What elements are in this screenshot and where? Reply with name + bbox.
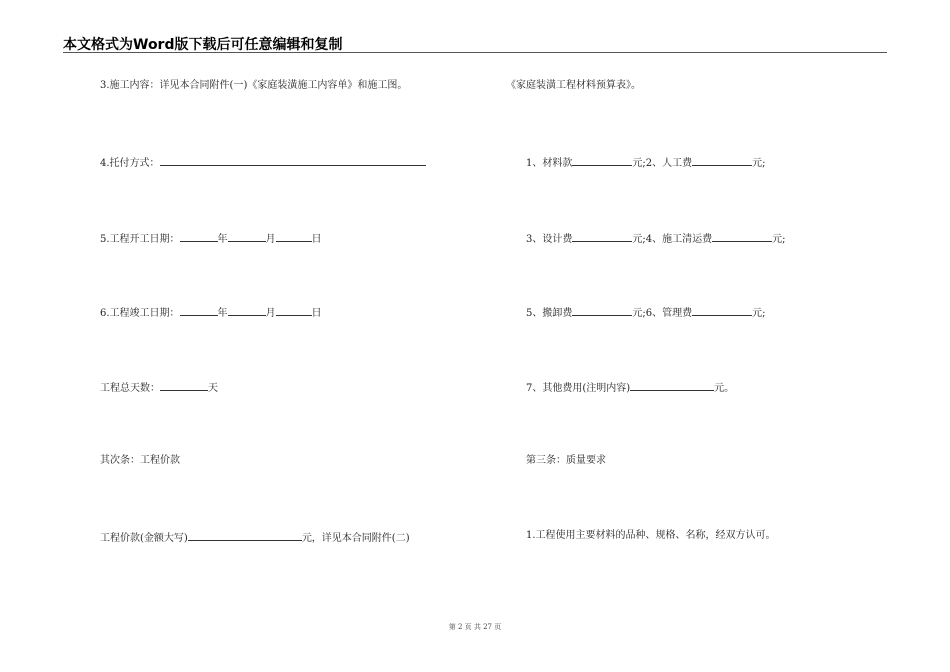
clause-end-date: [100, 305, 322, 320]
document-header-title: 本文格式为Word版下载后可任意编辑和复制: [63, 37, 343, 53]
moving-fee-label: 5、搬卸费: [526, 308, 573, 319]
cleanup-fee-blank[interactable]: [712, 231, 772, 242]
project-price-suffix: 元，详见本合同附件(二): [301, 533, 410, 544]
article-2-heading: 其次条：工程价款: [100, 455, 180, 466]
labor-fee-label: 元;2、人工费: [632, 158, 693, 169]
end-year-blank[interactable]: [180, 305, 218, 316]
end-day-blank[interactable]: [276, 305, 312, 316]
start-day-blank[interactable]: [276, 231, 312, 242]
design-fee-blank[interactable]: [572, 231, 632, 242]
fee-line-other: [526, 380, 734, 395]
design-fee-label: 3、设计费: [526, 234, 573, 245]
start-month-blank[interactable]: [228, 231, 266, 242]
end-month-blank[interactable]: [228, 305, 266, 316]
moving-fee-blank[interactable]: [572, 305, 632, 316]
payment-method-label: 4.托付方式：: [100, 158, 160, 169]
start-month-unit: 月: [265, 234, 276, 245]
clause-quality-materials: 1.工程使用主要材料的品种、规格、名称，经双方认可。: [526, 530, 776, 541]
end-year-unit: 年: [217, 308, 228, 319]
header-divider: [63, 52, 887, 53]
article-3-heading: 第三条：质量要求: [526, 455, 606, 466]
end-day-unit: 日: [311, 308, 322, 319]
cleanup-fee-unit: 元;: [772, 234, 786, 245]
start-day-unit: 日: [311, 234, 322, 245]
materials-fee-blank[interactable]: [572, 155, 632, 166]
management-fee-unit: 元;: [752, 308, 766, 319]
clause-start-date: [100, 231, 322, 246]
fee-line-design-cleanup: [526, 231, 785, 246]
start-year-unit: 年: [217, 234, 228, 245]
budget-table-reference: 《家庭装潢工程材料预算表》。: [506, 80, 641, 91]
other-fee-label: 7、其他费用(注明内容): [526, 383, 631, 394]
payment-method-blank[interactable]: [160, 155, 426, 166]
total-days-label: 工程总天数：: [100, 383, 160, 394]
page-number: 第 2 页 共 27 页: [448, 623, 502, 631]
materials-fee-label: 1、材料款: [526, 158, 573, 169]
management-fee-label: 元;6、管理费: [632, 308, 693, 319]
total-days-blank[interactable]: [160, 380, 208, 391]
clause-total-days: [100, 380, 218, 395]
cleanup-fee-label: 元;4、施工清运费: [632, 234, 713, 245]
start-year-blank[interactable]: [180, 231, 218, 242]
project-price-label: 工程价款(金额大写): [100, 533, 188, 544]
other-fee-blank[interactable]: [630, 380, 714, 391]
start-date-label: 5.工程开工日期：: [100, 234, 180, 245]
labor-fee-unit: 元;: [752, 158, 766, 169]
fee-line-moving-management: [526, 305, 765, 320]
total-days-unit: 天: [208, 383, 218, 394]
clause-payment-method: [100, 155, 426, 170]
end-month-unit: 月: [265, 308, 276, 319]
end-date-label: 6.工程竣工日期：: [100, 308, 180, 319]
fee-line-materials-labor: [526, 155, 765, 170]
clause-project-price: [100, 530, 410, 545]
labor-fee-blank[interactable]: [692, 155, 752, 166]
other-fee-unit: 元。: [714, 383, 735, 394]
clause-construction-content: 3.施工内容：详见本合同附件(一)《家庭装潢施工内容单》和施工图。: [100, 80, 408, 91]
management-fee-blank[interactable]: [692, 305, 752, 316]
project-price-blank[interactable]: [188, 530, 302, 541]
